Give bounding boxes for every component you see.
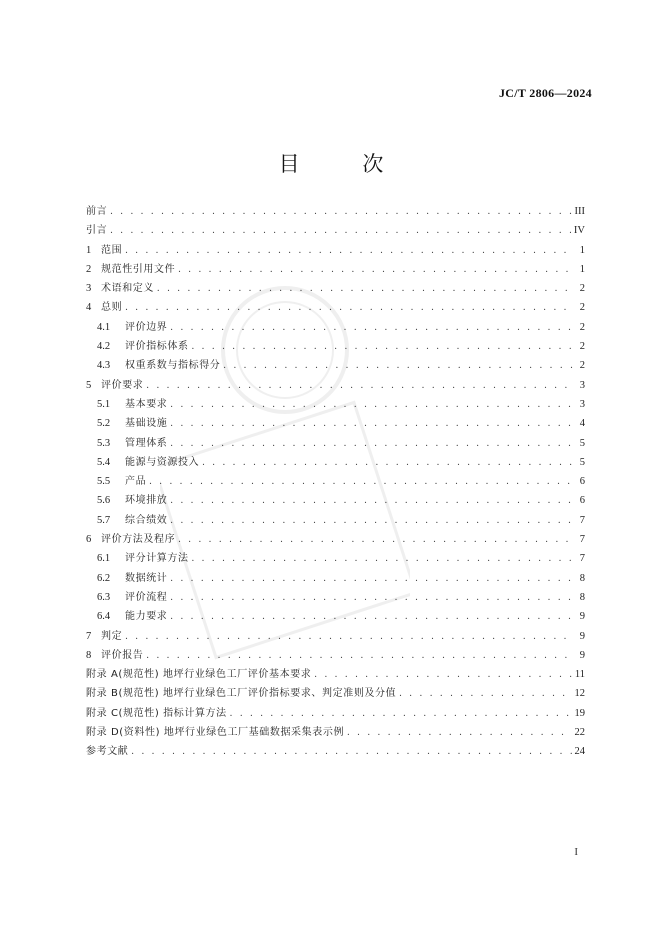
toc-dot-leader xyxy=(223,356,574,375)
toc-entry[interactable] xyxy=(86,684,585,703)
table-of-contents xyxy=(86,202,585,762)
toc-entry-number: 5 xyxy=(86,379,92,391)
toc-entry-page: 19 xyxy=(574,707,585,719)
toc-dot-leader xyxy=(170,511,574,530)
toc-entry[interactable] xyxy=(86,742,585,761)
toc-entry-number: 6 xyxy=(86,534,92,546)
toc-entry-number: 4 xyxy=(86,302,92,314)
toc-entry-label: 术语和定义 xyxy=(101,283,154,295)
toc-dot-leader xyxy=(149,472,574,491)
toc-entry-label: 数据统计 xyxy=(125,572,168,584)
toc-entry[interactable] xyxy=(86,337,585,356)
toc-dot-leader xyxy=(230,704,572,723)
toc-entry-page: 2 xyxy=(579,341,585,353)
toc-entry-number: 5.5 xyxy=(97,476,111,488)
toc-entry[interactable] xyxy=(86,221,585,240)
toc-entry-page: 22 xyxy=(574,727,585,739)
toc-entry-label: 产品 xyxy=(125,476,147,488)
toc-entry-number: 6.3 xyxy=(97,591,111,603)
toc-entry-page: 3 xyxy=(579,379,585,391)
toc-dot-leader xyxy=(170,395,574,414)
toc-entry[interactable] xyxy=(86,356,585,375)
toc-entry-number: 5.6 xyxy=(97,495,111,507)
toc-entry[interactable] xyxy=(86,472,585,491)
toc-entry[interactable] xyxy=(86,318,585,337)
toc-entry-number: 4.3 xyxy=(97,360,111,372)
toc-entry-label: 引言 xyxy=(86,225,108,237)
toc-entry-number: 5.7 xyxy=(97,514,111,526)
toc-entry-label: 评价要求 xyxy=(101,379,144,391)
toc-entry[interactable] xyxy=(86,627,585,646)
toc-dot-leader xyxy=(125,298,574,317)
toc-entry-label: 评分计算方法 xyxy=(125,553,189,565)
toc-entry-label: 附录 C(规范性) 指标计算方法 xyxy=(86,707,227,719)
toc-entry-page: 6 xyxy=(579,476,585,488)
toc-entry[interactable] xyxy=(86,723,585,742)
toc-entry-number: 7 xyxy=(86,630,92,642)
toc-entry[interactable] xyxy=(86,202,585,221)
toc-entry-label: 参考文献 xyxy=(86,746,129,758)
toc-dot-leader xyxy=(170,414,574,433)
toc-entry[interactable] xyxy=(86,530,585,549)
toc-entry-label: 评价边界 xyxy=(125,321,168,333)
toc-entry-page: 24 xyxy=(574,746,585,758)
toc-entry-page: 5 xyxy=(579,456,585,468)
toc-entry-label: 能力要求 xyxy=(125,611,168,623)
toc-entry[interactable] xyxy=(86,549,585,568)
toc-entry-number: 8 xyxy=(86,649,92,661)
toc-dot-leader xyxy=(146,646,574,665)
toc-dot-leader xyxy=(170,318,574,337)
toc-entry[interactable] xyxy=(86,646,585,665)
toc-entry-label: 能源与资源投入 xyxy=(125,456,200,468)
toc-entry-page: 8 xyxy=(579,591,585,603)
toc-entry-page: 7 xyxy=(579,534,585,546)
toc-entry[interactable] xyxy=(86,588,585,607)
toc-entry-page: 1 xyxy=(579,263,585,275)
standard-code: JC/T 2806—2024 xyxy=(499,86,592,100)
toc-entry[interactable] xyxy=(86,414,585,433)
toc-entry[interactable] xyxy=(86,453,585,472)
toc-entry-page: 2 xyxy=(579,321,585,333)
toc-entry-page: 2 xyxy=(579,283,585,295)
toc-entry-page: 2 xyxy=(579,360,585,372)
page-title: 目 次 xyxy=(278,152,412,176)
toc-entry-label: 规范性引用文件 xyxy=(101,263,176,275)
toc-entry[interactable] xyxy=(86,279,585,298)
toc-dot-leader xyxy=(399,684,571,703)
toc-entry[interactable] xyxy=(86,376,585,395)
toc-entry-number: 5.4 xyxy=(97,456,111,468)
toc-entry-label: 评价报告 xyxy=(101,649,144,661)
toc-entry-page: 11 xyxy=(574,669,585,681)
toc-entry-number: 6.2 xyxy=(97,572,111,584)
toc-entry-number: 2 xyxy=(86,263,92,275)
toc-dot-leader xyxy=(347,723,571,742)
toc-entry-label: 综合绩效 xyxy=(125,514,168,526)
toc-entry-label: 评价指标体系 xyxy=(125,341,189,353)
toc-dot-leader xyxy=(170,491,574,510)
toc-entry-page: 7 xyxy=(579,553,585,565)
toc-entry-page: 9 xyxy=(579,611,585,623)
toc-entry[interactable] xyxy=(86,395,585,414)
toc-entry[interactable] xyxy=(86,434,585,453)
toc-entry-number: 3 xyxy=(86,283,92,295)
toc-dot-leader xyxy=(157,279,574,298)
toc-dot-leader xyxy=(202,453,574,472)
toc-entry-page: 6 xyxy=(579,495,585,507)
toc-entry-number: 6.4 xyxy=(97,611,111,623)
toc-dot-leader xyxy=(170,588,574,607)
toc-entry-label: 附录 A(规范性) 地坪行业绿色工厂评价基本要求 xyxy=(86,669,312,681)
toc-entry-label: 范围 xyxy=(101,244,123,256)
toc-entry-page: III xyxy=(574,206,585,217)
toc-dot-leader xyxy=(110,221,571,240)
toc-entry[interactable] xyxy=(86,298,585,317)
toc-dot-leader xyxy=(192,337,574,356)
toc-entry-label: 评价方法及程序 xyxy=(101,534,176,546)
toc-entry-number: 5.1 xyxy=(97,398,111,410)
toc-dot-leader xyxy=(178,260,574,279)
toc-dot-leader xyxy=(192,549,574,568)
toc-dot-leader xyxy=(146,376,574,395)
toc-entry-page: 3 xyxy=(579,398,585,410)
toc-entry-number: 4.2 xyxy=(97,341,111,353)
toc-entry-page: 4 xyxy=(579,418,585,430)
toc-entry-label: 判定 xyxy=(101,630,123,642)
toc-entry-page: 9 xyxy=(579,649,585,661)
toc-dot-leader xyxy=(170,607,574,626)
toc-entry-page: 9 xyxy=(579,630,585,642)
toc-entry-number: 6.1 xyxy=(97,553,111,565)
toc-entry[interactable] xyxy=(86,704,585,723)
toc-entry-label: 管理体系 xyxy=(125,437,168,449)
toc-entry-page: 1 xyxy=(579,244,585,256)
toc-dot-leader xyxy=(125,627,574,646)
toc-entry-label: 权重系数与指标得分 xyxy=(125,360,221,372)
toc-dot-leader xyxy=(125,241,574,260)
toc-entry-label: 总则 xyxy=(101,302,123,314)
toc-entry[interactable] xyxy=(86,607,585,626)
toc-dot-leader xyxy=(170,434,574,453)
toc-entry[interactable] xyxy=(86,665,585,684)
page-number: I xyxy=(574,846,578,858)
toc-entry-number: 1 xyxy=(86,244,92,256)
toc-entry-label: 环境排放 xyxy=(125,495,168,507)
toc-entry-label: 附录 D(资料性) 地坪行业绿色工厂基础数据采集表示例 xyxy=(86,727,345,739)
toc-entry-page: 2 xyxy=(579,302,585,314)
toc-entry-label: 基本要求 xyxy=(125,398,168,410)
toc-dot-leader xyxy=(131,742,571,761)
toc-entry[interactable] xyxy=(86,260,585,279)
toc-entry-number: 5.2 xyxy=(97,418,111,430)
toc-entry-page: 5 xyxy=(579,437,585,449)
toc-dot-leader xyxy=(178,530,574,549)
toc-dot-leader xyxy=(170,569,574,588)
toc-entry[interactable] xyxy=(86,491,585,510)
toc-entry-label: 前言 xyxy=(86,206,108,217)
toc-entry-page: 12 xyxy=(574,688,585,700)
toc-entry-label: 评价流程 xyxy=(125,591,168,603)
toc-entry-number: 5.3 xyxy=(97,437,111,449)
toc-entry[interactable] xyxy=(86,569,585,588)
toc-entry-number: 4.1 xyxy=(97,321,111,333)
toc-entry[interactable] xyxy=(86,241,585,260)
toc-dot-leader xyxy=(314,665,571,684)
toc-dot-leader xyxy=(110,202,571,221)
toc-entry-label: 基础设施 xyxy=(125,418,168,430)
toc-entry-page: IV xyxy=(573,225,585,237)
toc-entry-page: 8 xyxy=(579,572,585,584)
toc-entry[interactable] xyxy=(86,511,585,530)
toc-entry-label: 附录 B(规范性) 地坪行业绿色工厂评价指标要求、判定准则及分值 xyxy=(86,688,397,700)
toc-entry-page: 7 xyxy=(579,514,585,526)
